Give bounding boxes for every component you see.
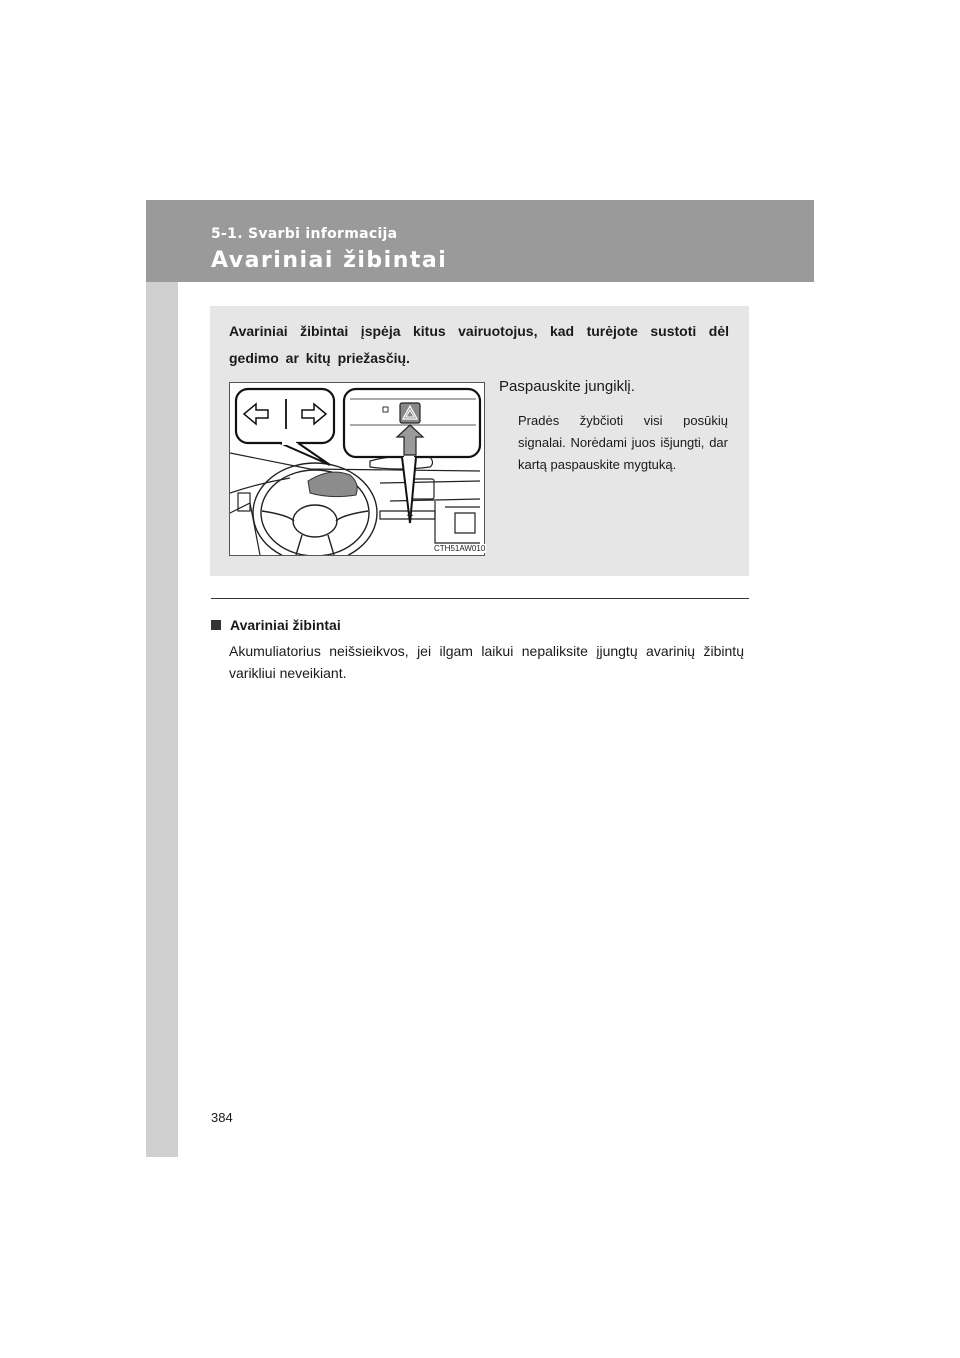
divider bbox=[211, 598, 749, 599]
action-title: Paspauskite jungiklį. bbox=[499, 378, 635, 395]
dashboard-lines bbox=[230, 453, 480, 555]
note-heading bbox=[211, 617, 341, 633]
dashboard-illustration bbox=[229, 382, 485, 556]
callout-pointer-left bbox=[280, 443, 330, 465]
instrument-cluster bbox=[308, 472, 357, 497]
page-title: Avariniai žibintai bbox=[211, 248, 448, 273]
left-margin-strip bbox=[146, 200, 178, 1157]
section-label: 5-1. Svarbi informacija bbox=[211, 226, 398, 242]
pointer-cover-left bbox=[282, 439, 296, 445]
figure-code: CTH51AW010 bbox=[434, 544, 486, 553]
action-description: Pradės žybčioti visi posūkių signalai. Norėdami juos išjungti, dar kartą paspauskite mygtuką. bbox=[518, 413, 728, 472]
square-bullet-icon bbox=[211, 620, 221, 630]
note-body: Akumuliatorius neišsieikvos, jei ilgam laikui nepaliksite įjungtų avarinių žibintų varikliui neveikiant. bbox=[229, 643, 744, 681]
intro-text: Avariniai žibintai įspėja kitus vairuotojus, kad turėjote sustoti dėl gedimo ar kitų priežasčių. bbox=[229, 323, 729, 366]
page-number: 384 bbox=[211, 1110, 233, 1125]
note-heading-text: Avariniai žibintai bbox=[230, 617, 341, 633]
dashboard-drawing bbox=[230, 383, 484, 555]
